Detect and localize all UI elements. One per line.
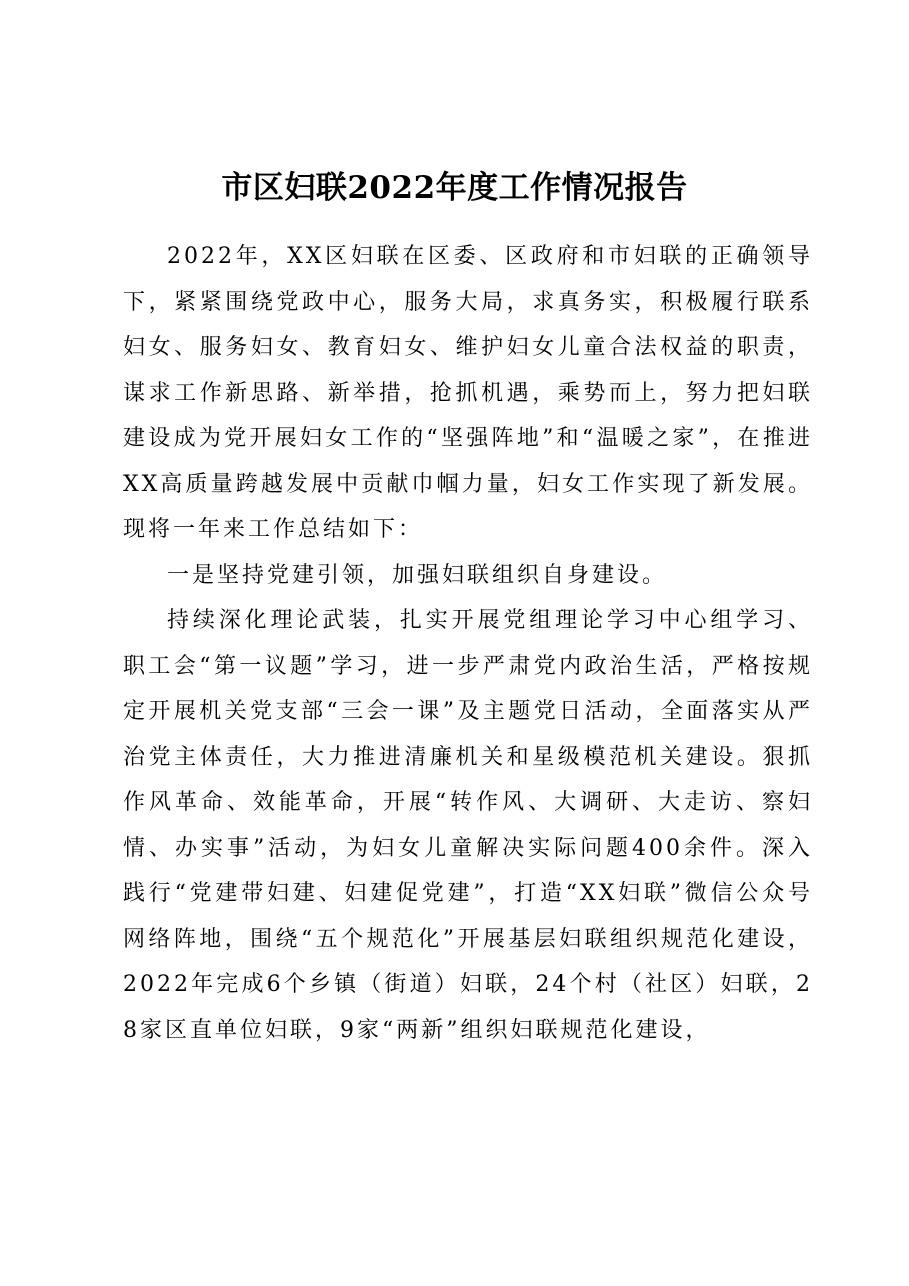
paragraph-section-heading: 一是坚持党建引领，加强妇联组织自身建设。 (167, 562, 668, 588)
document-body (123, 234, 813, 1053)
paragraph-party-building: 持续深化理论武装，扎实开展党组理论学习中心组学习、职工会“第一议题”学习，进一步严肃党内政治生活，严格按规定开展机关党支部“三会一课”及主题党日活动，全面落实从严治党主体责任，大力推进清廉机关和星级模范机关建设。狠抓作风革命、效能革命，开展“转作风、大调研、大走访、察妇情、办实事”活动，为妇女儿童解决实际问题400余件。深入践行“党建带妇建、妇建促党建”，打造“XX妇联”微信公众号网络阵地，围绕“五个规范化”开展基层妇联组织规范化建设，2022年完成6个乡镇（街道）妇联，24个村（社区）妇联，28家区直单位妇联，9家“两新”组织妇联规范化建设， (123, 608, 813, 1043)
paragraph-intro: 2022年，XX区妇联在区委、区政府和市妇联的正确领导下，紧紧围绕党政中心，服务大局，求真务实，积极履行联系妇女、服务妇女、教育妇女、维护妇女儿童合法权益的职责，谋求工作新思路、新举措，抢抓机遇，乘势而上，努力把妇联建设成为党开展妇女工作的“坚强阵地”和“温暖之家”，在推进XX高质量跨越发展中贡献巾帼力量，妇女工作实现了新发展。现将一年来工作总结如下： (123, 244, 813, 542)
document-title: 市区妇联2022年度工作情况报告 (221, 170, 688, 206)
